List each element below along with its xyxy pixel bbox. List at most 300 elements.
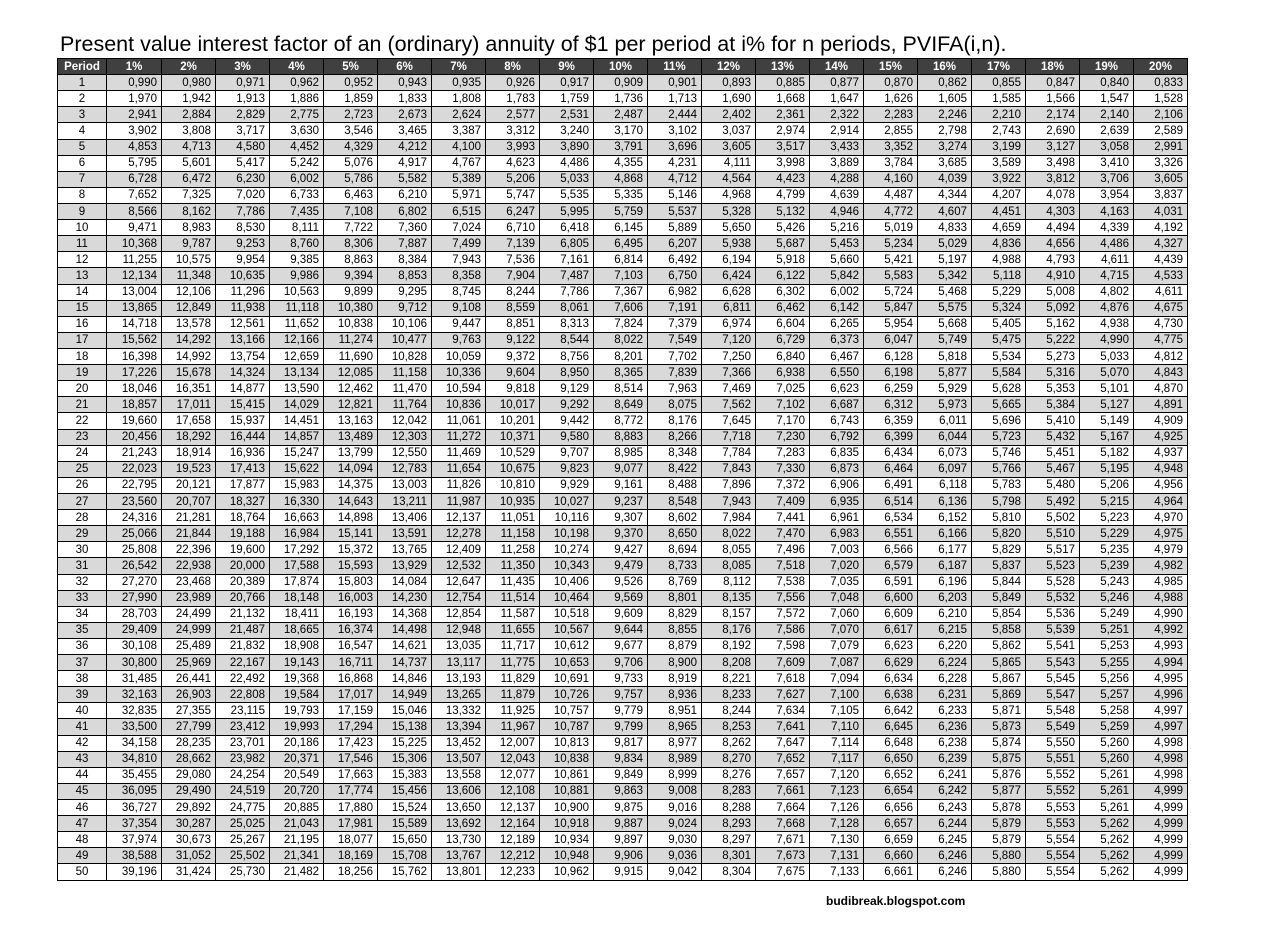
factor-cell: 0,926 [486,75,540,91]
factor-cell: 7,170 [756,413,810,429]
factor-cell: 8,863 [324,252,378,268]
factor-cell: 5,810 [972,510,1026,526]
table-row [58,139,1188,155]
factor-cell: 5,929 [918,381,972,397]
table-row [58,783,1188,799]
factor-cell: 8,135 [702,590,756,606]
table-row [58,606,1188,622]
factor-cell: 20,186 [270,735,324,751]
factor-cell: 6,011 [918,413,972,429]
factor-cell: 7,024 [432,220,486,236]
factor-cell: 3,890 [540,139,594,155]
factor-cell: 2,798 [918,123,972,139]
factor-cell: 8,306 [324,236,378,252]
factor-cell: 5,829 [972,542,1026,558]
factor-cell: 7,131 [810,848,864,864]
factor-cell: 13,754 [216,348,270,364]
factor-cell: 9,372 [486,348,540,364]
factor-cell: 15,593 [324,558,378,574]
factor-cell: 5,723 [972,429,1026,445]
factor-cell: 20,371 [270,751,324,767]
factor-cell: 34,810 [107,751,162,767]
factor-cell: 6,128 [864,348,918,364]
factor-cell: 9,763 [432,332,486,348]
factor-cell: 7,499 [432,236,486,252]
factor-cell: 17,292 [270,542,324,558]
factor-cell: 5,502 [1026,510,1080,526]
factor-cell: 7,647 [756,735,810,751]
period-cell: 41 [58,719,107,735]
factor-cell: 5,628 [972,381,1026,397]
factor-cell: 6,604 [756,316,810,332]
factor-cell: 15,803 [324,574,378,590]
factor-cell: 5,880 [972,848,1026,864]
factor-cell: 11,274 [324,332,378,348]
factor-cell: 1,528 [1134,91,1188,107]
factor-cell: 3,037 [702,123,756,139]
factor-cell: 5,660 [810,252,864,268]
factor-cell: 10,838 [324,316,378,332]
factor-cell: 7,661 [756,783,810,799]
factor-cell: 5,665 [972,397,1026,413]
factor-cell: 5,405 [972,316,1026,332]
column-header-rate: 6% [378,59,432,75]
factor-cell: 8,061 [540,300,594,316]
factor-cell: 4,997 [1134,719,1188,735]
factor-cell: 9,849 [594,767,648,783]
factor-cell: 7,020 [216,187,270,203]
factor-cell: 12,042 [378,413,432,429]
factor-cell: 27,270 [107,574,162,590]
factor-cell: 8,348 [648,445,702,461]
factor-cell: 6,122 [756,268,810,284]
factor-cell: 8,951 [648,703,702,719]
factor-cell: 4,998 [1134,751,1188,767]
factor-cell: 7,896 [702,477,756,493]
factor-cell: 8,266 [648,429,702,445]
factor-cell: 14,498 [378,622,432,638]
factor-cell: 15,650 [378,832,432,848]
factor-cell: 9,008 [648,783,702,799]
factor-cell: 0,877 [810,75,864,91]
factor-cell: 17,588 [270,558,324,574]
factor-cell: 14,451 [270,413,324,429]
factor-cell: 7,161 [540,252,594,268]
factor-cell: 7,652 [107,187,162,203]
factor-cell: 24,999 [162,622,216,638]
factor-cell: 7,105 [810,703,864,719]
factor-cell: 7,060 [810,606,864,622]
factor-cell: 25,808 [107,542,162,558]
factor-cell: 6,835 [810,445,864,461]
period-cell: 30 [58,542,107,558]
factor-cell: 7,652 [756,751,810,767]
factor-cell: 21,832 [216,638,270,654]
factor-cell: 5,517 [1026,542,1080,558]
factor-cell: 7,887 [378,236,432,252]
factor-cell: 7,048 [810,590,864,606]
factor-cell: 3,199 [972,139,1026,155]
factor-cell: 5,475 [972,332,1026,348]
factor-cell: 4,675 [1134,300,1188,316]
factor-cell: 3,889 [810,155,864,171]
factor-cell: 19,993 [270,719,324,735]
factor-cell: 3,517 [756,139,810,155]
factor-cell: 7,379 [648,316,702,332]
factor-cell: 12,106 [162,284,216,300]
factor-cell: 14,857 [270,429,324,445]
factor-cell: 5,844 [972,574,1026,590]
factor-cell: 11,470 [378,381,432,397]
factor-cell: 4,956 [1134,477,1188,493]
factor-cell: 21,243 [107,445,162,461]
factor-cell: 7,722 [324,220,378,236]
factor-cell: 6,514 [864,493,918,509]
factor-cell: 11,158 [486,526,540,542]
factor-cell: 12,233 [486,864,540,880]
factor-cell: 5,818 [918,348,972,364]
factor-cell: 8,900 [648,655,702,671]
factor-cell: 3,058 [1080,139,1134,155]
period-cell: 24 [58,445,107,461]
factor-cell: 17,874 [270,574,324,590]
factor-cell: 9,779 [594,703,648,719]
table-row [58,638,1188,654]
factor-cell: 8,244 [486,284,540,300]
factor-cell: 7,673 [756,848,810,864]
factor-cell: 4,111 [702,155,756,171]
factor-cell: 4,876 [1080,300,1134,316]
factor-cell: 6,728 [107,171,162,187]
factor-cell: 11,764 [378,397,432,413]
factor-cell: 7,435 [270,203,324,219]
factor-cell: 34,158 [107,735,162,751]
period-cell: 42 [58,735,107,751]
factor-cell: 11,655 [486,622,540,638]
factor-cell: 4,772 [864,203,918,219]
factor-cell: 8,253 [702,719,756,735]
table-row [58,767,1188,783]
factor-cell: 6,938 [756,365,810,381]
factor-cell: 15,589 [378,816,432,832]
period-cell: 11 [58,236,107,252]
factor-cell: 0,862 [918,75,972,91]
factor-cell: 5,132 [756,203,810,219]
factor-cell: 2,723 [324,107,378,123]
factor-cell: 9,899 [324,284,378,300]
factor-cell: 7,556 [756,590,810,606]
factor-cell: 10,934 [540,832,594,848]
factor-cell: 5,410 [1026,413,1080,429]
factor-cell: 8,085 [702,558,756,574]
factor-cell: 6,231 [918,687,972,703]
factor-cell: 7,657 [756,767,810,783]
factor-cell: 7,191 [648,300,702,316]
period-cell: 19 [58,365,107,381]
factor-cell: 5,260 [1080,735,1134,751]
factor-cell: 6,198 [864,365,918,381]
factor-cell: 4,802 [1080,284,1134,300]
column-header-rate: 2% [162,59,216,75]
factor-cell: 4,999 [1134,832,1188,848]
factor-cell: 5,938 [702,236,756,252]
factor-cell: 16,374 [324,622,378,638]
factor-cell: 11,829 [486,671,540,687]
factor-cell: 5,584 [972,365,1026,381]
factor-cell: 10,464 [540,590,594,606]
factor-cell: 12,085 [324,365,378,381]
factor-cell: 4,946 [810,203,864,219]
factor-cell: 16,663 [270,510,324,526]
factor-cell: 8,769 [648,574,702,590]
table-row [58,187,1188,203]
factor-cell: 6,495 [594,236,648,252]
factor-cell: 16,936 [216,445,270,461]
factor-cell: 11,879 [486,687,540,703]
factor-cell: 5,536 [1026,606,1080,622]
factor-cell: 4,909 [1134,413,1188,429]
factor-cell: 16,984 [270,526,324,542]
factor-cell: 5,869 [972,687,1026,703]
factor-cell: 25,969 [162,655,216,671]
factor-cell: 5,421 [864,252,918,268]
factor-cell: 2,361 [756,107,810,123]
factor-cell: 6,935 [810,493,864,509]
factor-cell: 5,543 [1026,655,1080,671]
factor-cell: 5,820 [972,526,1026,542]
pvifa-table [57,58,1188,881]
factor-cell: 8,208 [702,655,756,671]
factor-cell: 5,552 [1026,767,1080,783]
factor-cell: 5,879 [972,816,1026,832]
factor-cell: 6,656 [864,800,918,816]
factor-cell: 11,348 [162,268,216,284]
table-row [58,236,1188,252]
factor-cell: 1,833 [378,91,432,107]
factor-cell: 10,861 [540,767,594,783]
factor-cell: 7,634 [756,703,810,719]
factor-cell: 16,711 [324,655,378,671]
factor-cell: 6,073 [918,445,972,461]
table-row [58,655,1188,671]
factor-cell: 6,733 [270,187,324,203]
factor-cell: 5,854 [972,606,1026,622]
period-cell: 8 [58,187,107,203]
factor-cell: 17,294 [324,719,378,735]
factor-cell: 12,532 [432,558,486,574]
factor-cell: 9,253 [216,236,270,252]
factor-cell: 5,867 [972,671,1026,687]
column-header-rate: 12% [702,59,756,75]
factor-cell: 10,675 [486,461,540,477]
factor-cell: 5,889 [648,220,702,236]
factor-cell: 8,288 [702,800,756,816]
period-cell: 39 [58,687,107,703]
factor-cell: 3,696 [648,139,702,155]
factor-cell: 13,193 [432,671,486,687]
factor-cell: 6,811 [702,300,756,316]
factor-cell: 2,283 [864,107,918,123]
factor-cell: 5,547 [1026,687,1080,703]
factor-cell: 12,303 [378,429,432,445]
factor-cell: 11,654 [432,461,486,477]
factor-cell: 4,031 [1134,203,1188,219]
factor-cell: 8,365 [594,365,648,381]
factor-cell: 18,169 [324,848,378,864]
factor-cell: 24,775 [216,800,270,816]
factor-cell: 18,914 [162,445,216,461]
factor-cell: 6,233 [918,703,972,719]
factor-cell: 10,406 [540,574,594,590]
period-cell: 12 [58,252,107,268]
factor-cell: 5,243 [1080,574,1134,590]
factor-cell: 13,117 [432,655,486,671]
factor-cell: 6,239 [918,751,972,767]
factor-cell: 5,324 [972,300,1026,316]
factor-cell: 4,288 [810,171,864,187]
factor-cell: 9,479 [594,558,648,574]
period-cell: 33 [58,590,107,606]
factor-cell: 6,648 [864,735,918,751]
factor-cell: 5,541 [1026,638,1080,654]
factor-cell: 4,494 [1026,220,1080,236]
factor-cell: 19,660 [107,413,162,429]
factor-cell: 10,518 [540,606,594,622]
factor-cell: 4,355 [594,155,648,171]
factor-cell: 15,306 [378,751,432,767]
factor-cell: 18,411 [270,606,324,622]
factor-cell: 9,875 [594,800,648,816]
period-cell: 10 [58,220,107,236]
factor-cell: 5,468 [918,284,972,300]
table-header [58,59,1188,75]
factor-cell: 6,983 [810,526,864,542]
factor-cell: 5,222 [1026,332,1080,348]
factor-cell: 3,808 [162,123,216,139]
factor-cell: 6,634 [864,671,918,687]
factor-cell: 9,834 [594,751,648,767]
factor-cell: 5,550 [1026,735,1080,751]
factor-cell: 13,035 [432,638,486,654]
factor-cell: 7,283 [756,445,810,461]
factor-cell: 9,030 [648,832,702,848]
factor-cell: 17,159 [324,703,378,719]
factor-cell: 14,992 [162,348,216,364]
factor-cell: 15,524 [378,800,432,816]
factor-cell: 5,262 [1080,832,1134,848]
factor-cell: 8,999 [648,767,702,783]
factor-cell: 10,380 [324,300,378,316]
factor-cell: 1,913 [216,91,270,107]
factor-cell: 1,626 [864,91,918,107]
factor-cell: 1,808 [432,91,486,107]
factor-cell: 10,274 [540,542,594,558]
factor-cell: 7,668 [756,816,810,832]
factor-cell: 28,235 [162,735,216,751]
factor-cell: 5,384 [1026,397,1080,413]
factor-cell: 6,729 [756,332,810,348]
factor-cell: 4,891 [1134,397,1188,413]
factor-cell: 5,873 [972,719,1026,735]
factor-cell: 7,139 [486,236,540,252]
factor-cell: 6,236 [918,719,972,735]
factor-cell: 29,080 [162,767,216,783]
factor-cell: 17,877 [216,477,270,493]
factor-cell: 7,120 [810,767,864,783]
factor-cell: 27,355 [162,703,216,719]
factor-cell: 4,970 [1134,510,1188,526]
factor-cell: 5,092 [1026,300,1080,316]
factor-cell: 8,488 [648,477,702,493]
factor-cell: 11,987 [432,493,486,509]
factor-cell: 7,360 [378,220,432,236]
factor-cell: 0,847 [1026,75,1080,91]
factor-cell: 5,537 [648,203,702,219]
factor-cell: 7,518 [756,558,810,574]
factor-cell: 6,492 [648,252,702,268]
factor-cell: 18,256 [324,864,378,880]
factor-cell: 5,261 [1080,800,1134,816]
factor-cell: 6,654 [864,783,918,799]
factor-cell: 7,786 [540,284,594,300]
factor-cell: 3,352 [864,139,918,155]
factor-cell: 8,192 [702,638,756,654]
factor-cell: 5,342 [918,268,972,284]
factor-cell: 15,383 [378,767,432,783]
factor-cell: 7,366 [702,365,756,381]
factor-cell: 6,047 [864,332,918,348]
factor-cell: 13,606 [432,783,486,799]
table-row [58,252,1188,268]
factor-cell: 6,265 [810,316,864,332]
factor-cell: 10,477 [378,332,432,348]
factor-cell: 12,278 [432,526,486,542]
factor-cell: 13,929 [378,558,432,574]
factor-cell: 22,808 [216,687,270,703]
factor-cell: 9,604 [486,365,540,381]
factor-cell: 6,399 [864,429,918,445]
factor-cell: 0,901 [648,75,702,91]
factor-cell: 5,417 [216,155,270,171]
factor-cell: 3,387 [432,123,486,139]
table-row [58,622,1188,638]
factor-cell: 24,519 [216,783,270,799]
factor-cell: 5,182 [1080,445,1134,461]
factor-cell: 8,801 [648,590,702,606]
factor-cell: 9,129 [540,381,594,397]
factor-cell: 6,743 [810,413,864,429]
factor-cell: 15,983 [270,477,324,493]
factor-cell: 1,647 [810,91,864,107]
period-cell: 22 [58,413,107,429]
factor-cell: 6,145 [594,220,648,236]
factor-cell: 11,350 [486,558,540,574]
factor-cell: 5,535 [540,187,594,203]
factor-cell: 1,970 [107,91,162,107]
factor-cell: 19,523 [162,461,216,477]
factor-cell: 9,733 [594,671,648,687]
factor-cell: 14,230 [378,590,432,606]
factor-cell: 10,935 [486,493,540,509]
table-row [58,445,1188,461]
factor-cell: 17,663 [324,767,378,783]
factor-cell: 10,059 [432,348,486,364]
factor-cell: 6,207 [648,236,702,252]
factor-cell: 2,589 [1134,123,1188,139]
table-row [58,75,1188,91]
factor-cell: 3,312 [486,123,540,139]
factor-cell: 4,999 [1134,800,1188,816]
